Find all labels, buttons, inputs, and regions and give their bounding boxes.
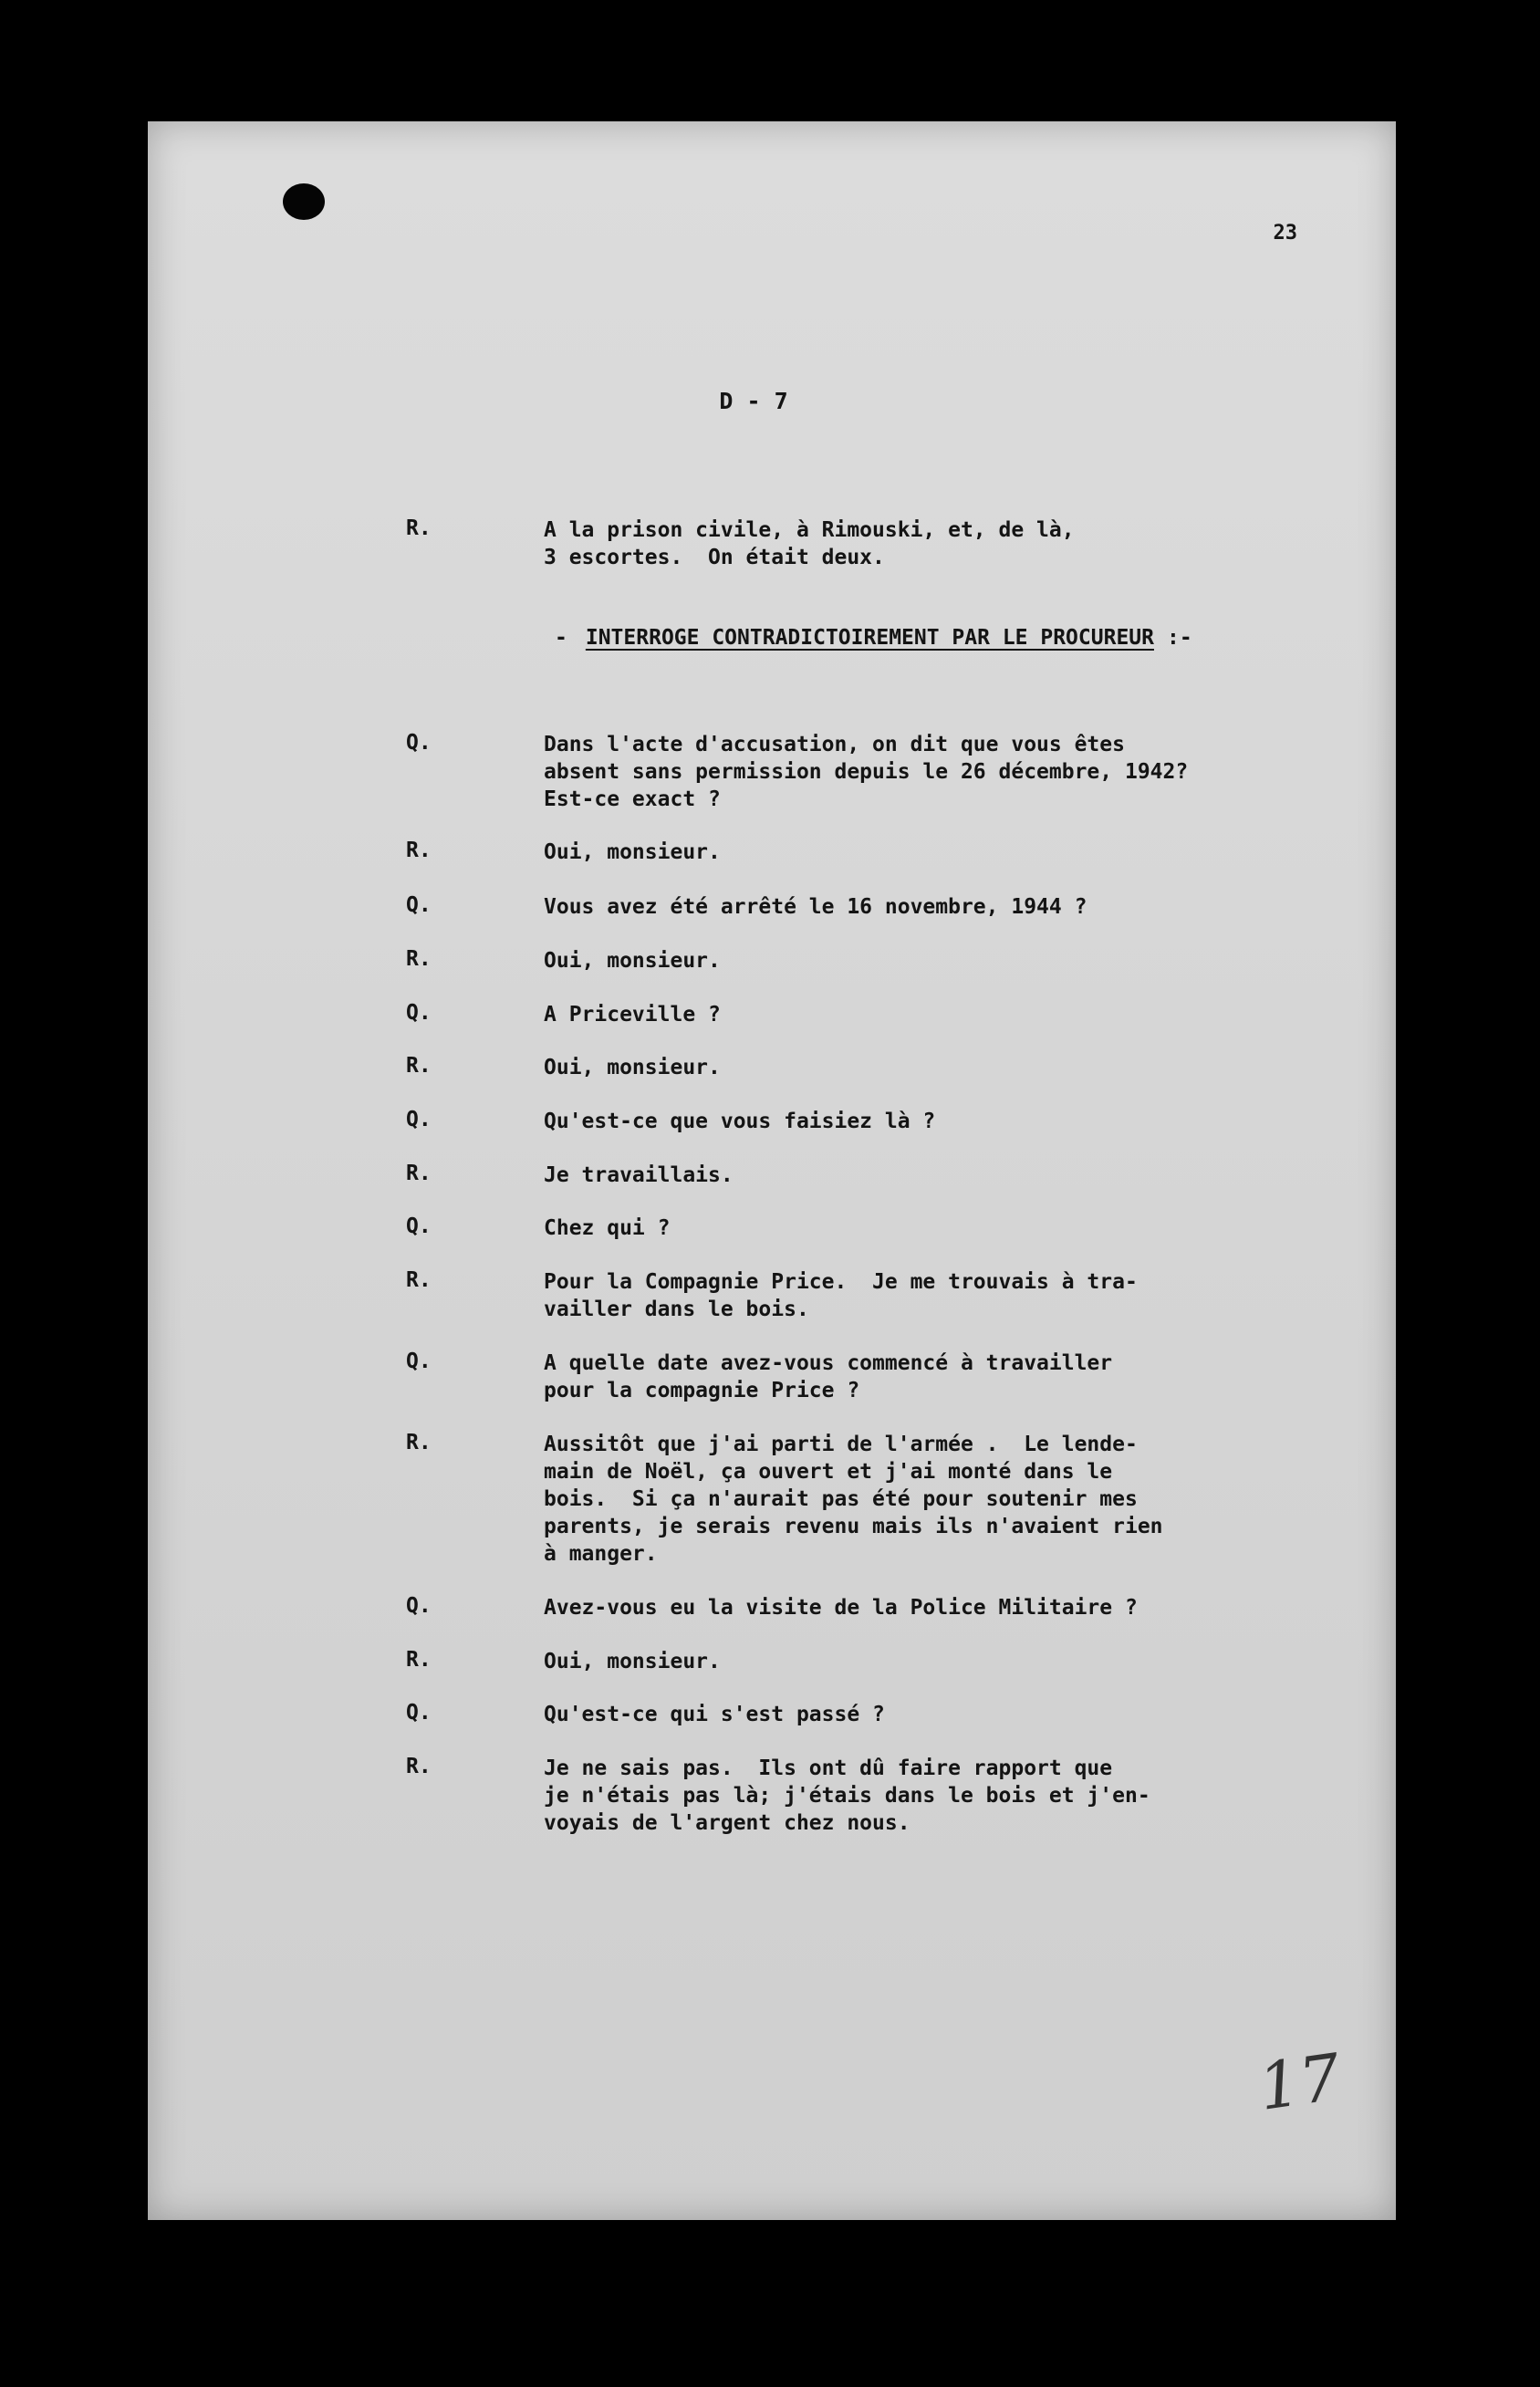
handwritten-folio-number: 17 (1254, 2039, 1346, 2125)
dialogue-text: Avez-vous eu la visite de la Police Militaire ? (544, 1596, 1138, 1620)
dialogue-text: Qu'est-ce qui s'est passé ? (544, 1703, 885, 1726)
speaker-label: Q. (406, 1108, 432, 1131)
dialogue-text: A la prison civile, à Rimouski, et, de là, 3 escortes. On était deux. (544, 518, 1075, 569)
speaker-label: Q. (406, 1001, 432, 1025)
dialogue-text: Je travaillais. (544, 1163, 734, 1187)
document-page (148, 121, 1396, 2220)
dialogue-text: Dans l'acte d'accusation, on dit que vous êtes absent sans permission depuis le 26 décembre, 1942? Est-ce exact ? (544, 733, 1189, 811)
section-heading: - INTERROGE CONTRADICTOIREMENT PAR LE PROCUREUR :- (555, 626, 1192, 650)
dialogue-text: Oui, monsieur. (544, 949, 721, 973)
speaker-label: R. (406, 1755, 432, 1778)
dialogue-text: Vous avez été arrêté le 16 novembre, 1944 ? (544, 895, 1087, 919)
punch-hole (283, 183, 325, 220)
dialogue-text: Pour la Compagnie Price. Je me trouvais à tra- vailler dans le bois. (544, 1270, 1138, 1321)
dialogue-text: A Priceville ? (544, 1003, 721, 1027)
dialogue-text: A quelle date avez-vous commencé à travailler pour la compagnie Price ? (544, 1351, 1113, 1402)
dialogue-text: Chez qui ? (544, 1216, 671, 1240)
speaker-label: R. (406, 947, 432, 971)
speaker-label: Q. (406, 1350, 432, 1373)
speaker-label: R. (406, 1162, 432, 1185)
speaker-label: R. (406, 1648, 432, 1672)
speaker-label: Q. (406, 1214, 432, 1238)
speaker-label: R. (406, 1268, 432, 1292)
dialogue-text: Aussitôt que j'ai parti de l'armée . Le lende- main de Noël, ça ouvert et j'ai monté dans le bois. Si ça n'aurait pas été pour soutenir mes parents, je serais revenu mais ils n'avaient rien à manger. (544, 1433, 1163, 1566)
speaker-label: R. (406, 839, 432, 862)
speaker-label: R. (406, 1054, 432, 1078)
speaker-label: Q. (406, 1594, 432, 1618)
section-heading-title: INTERROGE CONTRADICTOIREMENT PAR LE PROCUREUR (585, 626, 1154, 650)
speaker-label: Q. (406, 731, 432, 755)
speaker-label: Q. (406, 1701, 432, 1725)
dialogue-text: Oui, monsieur. (544, 1056, 721, 1079)
page-number: 23 (1273, 222, 1297, 245)
dialogue-text: Oui, monsieur. (544, 1650, 721, 1673)
document-id: D - 7 (719, 388, 788, 414)
speaker-label: R. (406, 516, 432, 540)
speaker-label: Q. (406, 893, 432, 917)
speaker-label: R. (406, 1431, 432, 1454)
dialogue-text: Qu'est-ce que vous faisiez là ? (544, 1110, 936, 1133)
dialogue-text: Oui, monsieur. (544, 840, 721, 864)
dialogue-text: Je ne sais pas. Ils ont dû faire rapport que je n'étais pas là; j'étais dans le bois et j'en- voyais de l'argent chez nous. (544, 1756, 1150, 1835)
